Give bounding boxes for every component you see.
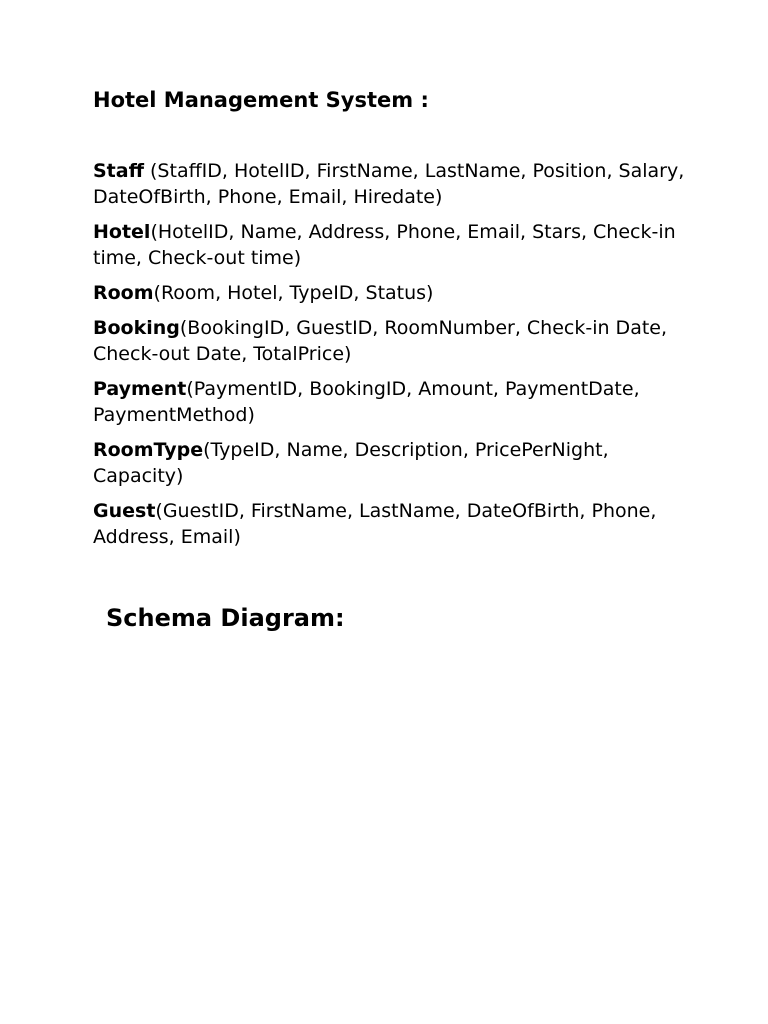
entity-name: RoomType [93,439,204,461]
entity-name: Staff [93,160,144,182]
entity-attributes: (TypeID, Name, Description, PricePerNight, Capacity) [93,439,609,487]
entity-attributes: (HotelID, Name, Address, Phone, Email, Stars, Check-in time, Check-out time) [93,221,676,269]
entity-list [93,158,693,559]
entity-attributes: (Room, Hotel, TypeID, Status) [153,282,434,304]
entity-payment [93,376,693,428]
entity-guest [93,498,693,550]
entity-hotel [93,219,693,271]
entity-roomtype [93,437,693,489]
entity-name: Payment [93,378,187,400]
entity-name: Guest [93,500,156,522]
entity-attributes: (PaymentID, BookingID, Amount, PaymentDate, PaymentMethod) [93,378,640,426]
entity-attributes: (GuestID, FirstName, LastName, DateOfBirth, Phone, Address, Email) [93,500,657,548]
entity-name: Hotel [93,221,151,243]
schema-diagram-heading: Schema Diagram: [106,604,345,632]
entity-attributes: (BookingID, GuestID, RoomNumber, Check-in Date, Check-out Date, TotalPrice) [93,317,668,365]
entity-name: Booking [93,317,180,339]
entity-room [93,280,693,306]
entity-staff [93,158,693,210]
entity-name: Room [93,282,154,304]
entity-booking [93,315,693,367]
document-title: Hotel Management System : [93,88,429,112]
entity-attributes: (StaffID, HotelID, FirstName, LastName, Position, Salary, DateOfBirth, Phone, Email, Hiredate) [93,160,685,208]
